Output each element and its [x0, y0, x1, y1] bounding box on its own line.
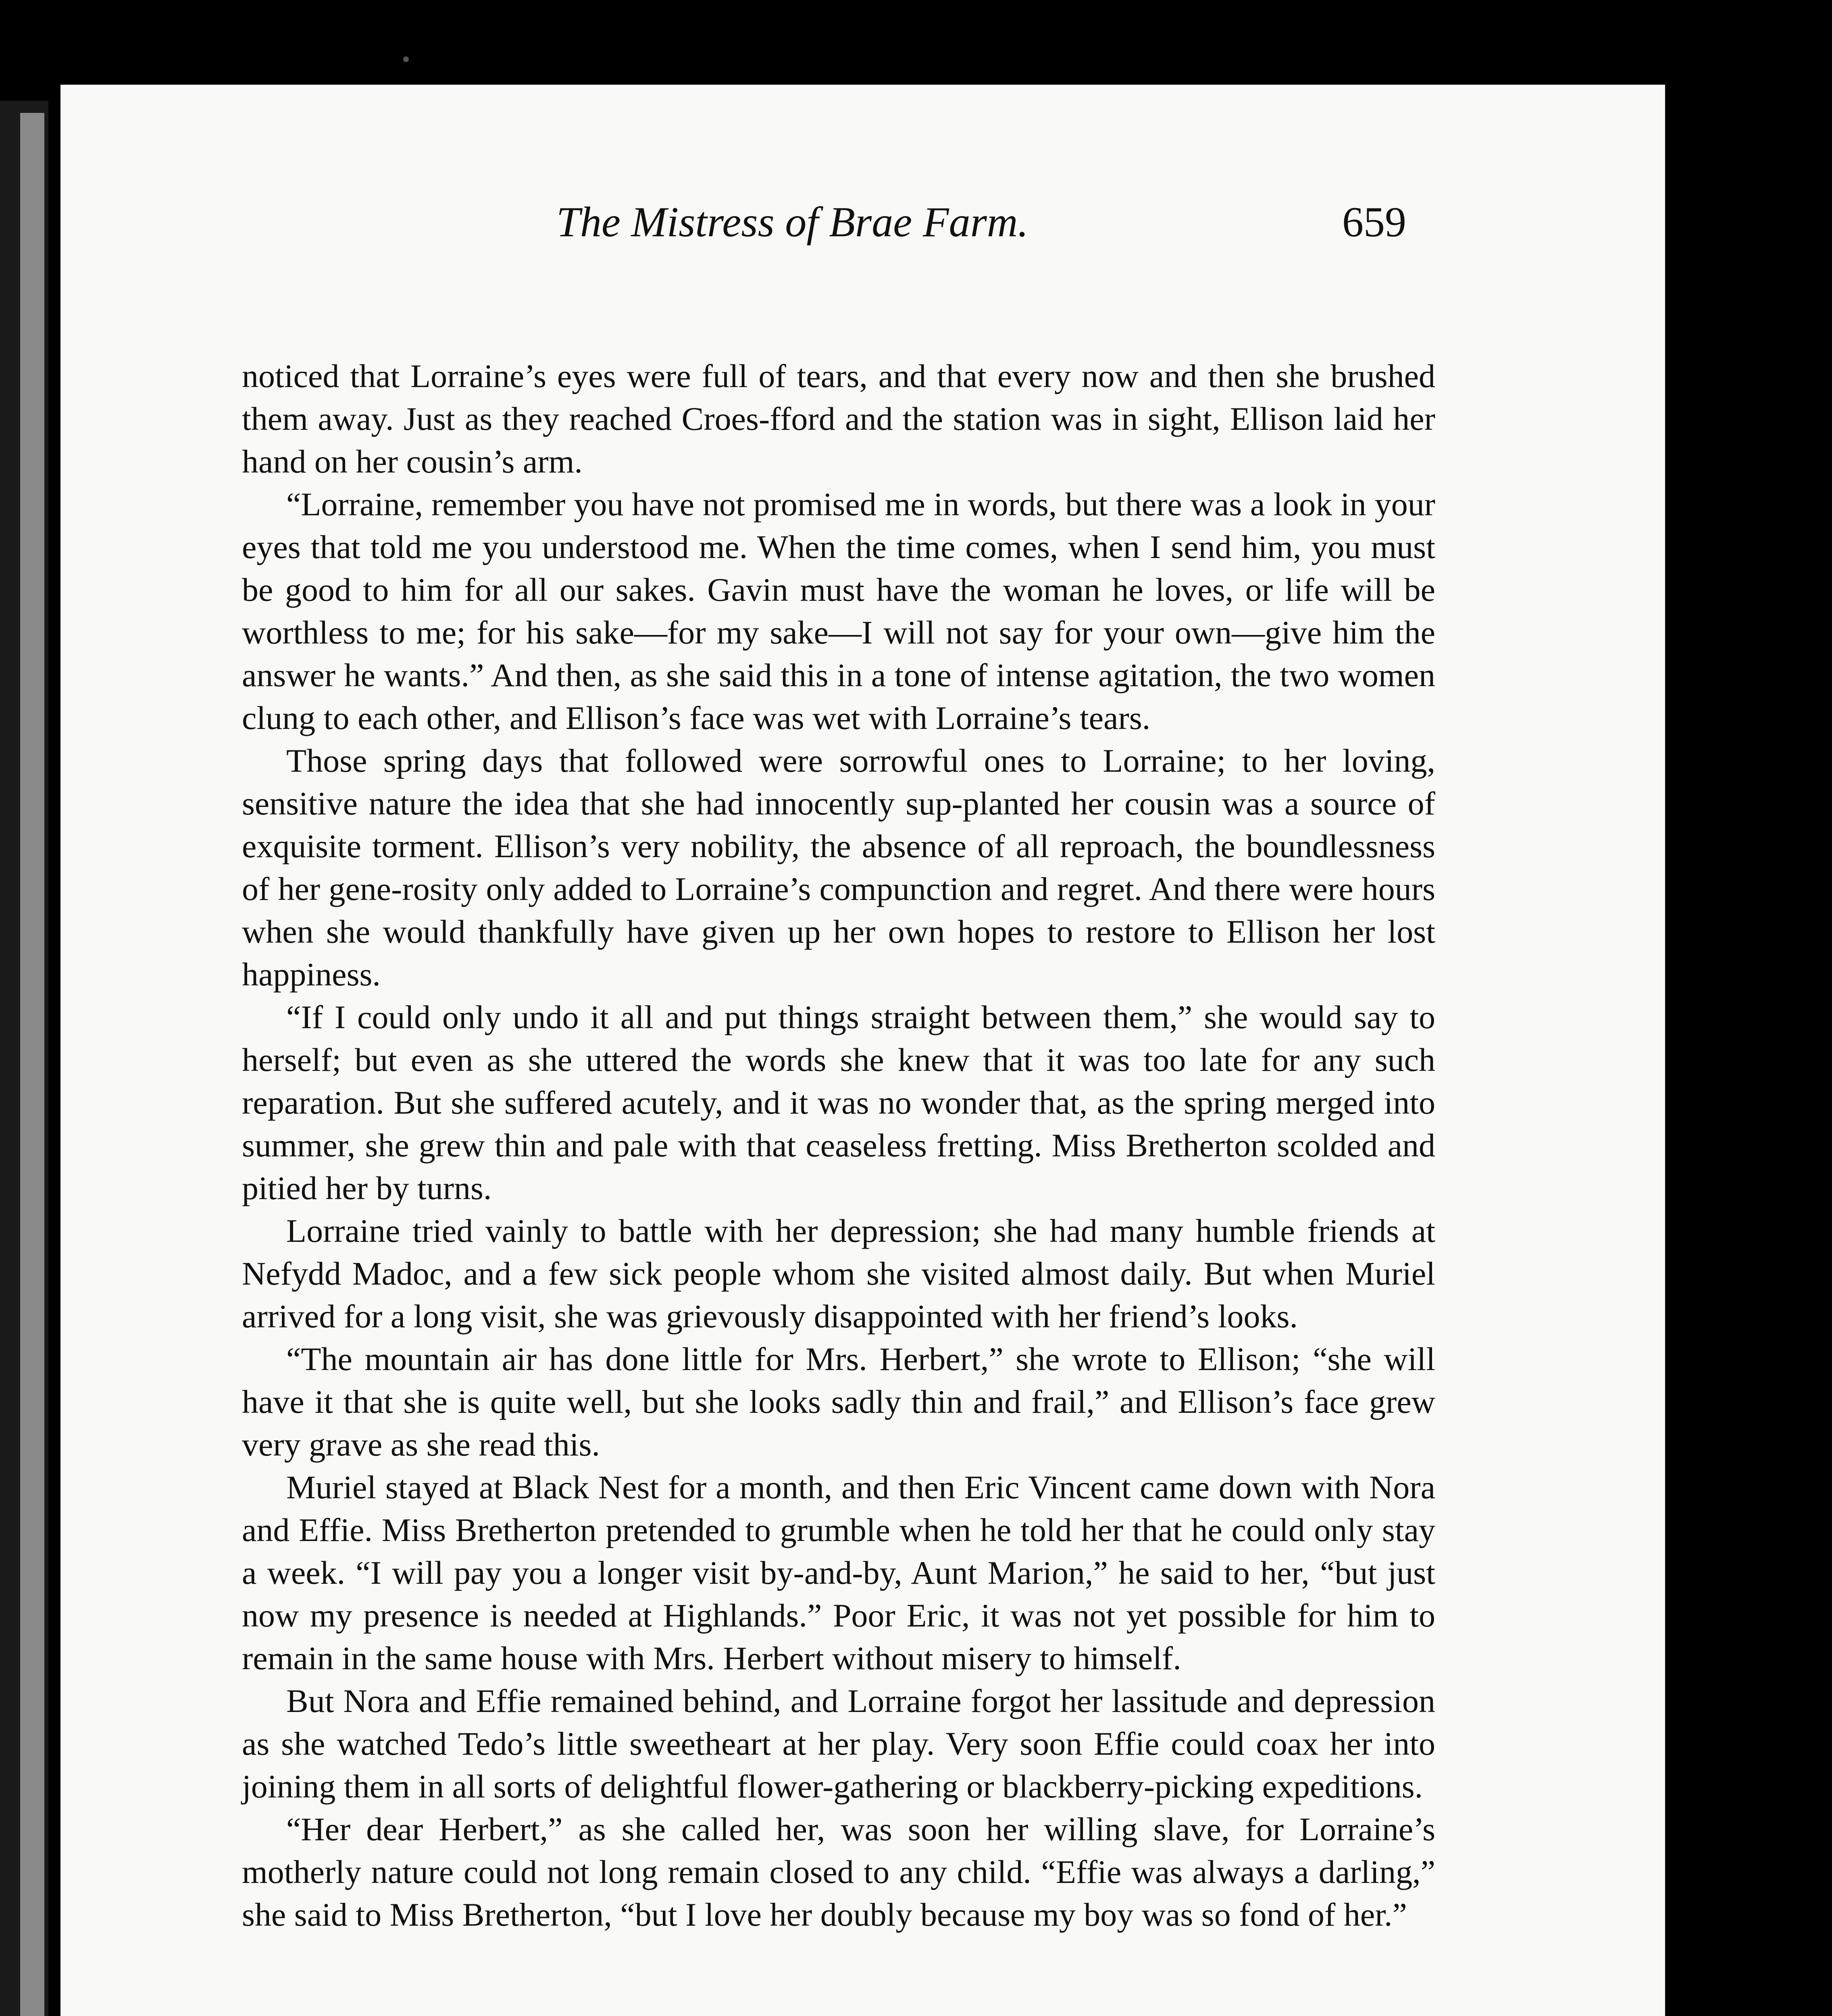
paragraph-9: “Her dear Herbert,” as she called her, was soon her willing slave, for Lorraine’s motherly nature could not long remain closed to any child. “Effie was always a darling,” she said to Miss Bretherton, “but I love her doubly because my boy was so fond of her.” [242, 1811, 1435, 1933]
page-header [194, 194, 1406, 258]
paragraph-4: “If I could only undo it all and put things straight between them,” she would say to herself; but even as she uttered the words she knew that it was too late for any such reparation. But she suffered acutely, and it was no wonder that, as the spring merged into summer, she grew thin and pale with that ceaseless fretting. Miss Bretherton scolded and pitied her by turns. [242, 999, 1435, 1206]
dust-speck [403, 56, 409, 62]
page-number: 659 [1342, 198, 1406, 246]
paragraph-2: “Lorraine, remember you have not promised me in words, but there was a look in your eyes that told me you understood me. When the time comes, when I send him, you must be good to him for all our sakes. Gavin must have the woman he loves, or life will be worthless to me; for his sake—for my sake—I will not say for your own—give him the answer he wants.” And then, as she said this in a tone of intense agitation, the two women clung to each other, and Ellison’s face was wet with Lorraine’s tears. [242, 486, 1435, 736]
paragraph-1: noticed that Lorraine’s eyes were full of tears, and that every now and then she brushed them away. Just as they reached Croes-fford and the station was in sight, Ellison laid her hand on her cousin’s arm. [242, 358, 1435, 480]
paragraph-5: Lorraine tried vainly to battle with her depression; she had many humble friends at Nefydd Madoc, and a few sick people whom she visited almost daily. But when Muriel arrived for a long visit, she was grievously disappointed with her friend’s looks. [242, 1212, 1435, 1335]
paragraph-6: “The mountain air has done little for Mrs. Herbert,” she wrote to Ellison; “she will have it that she is quite well, but she looks sadly thin and frail,” and Ellison’s face grew very grave as she read this. [242, 1341, 1435, 1463]
paragraph-7: Muriel stayed at Black Nest for a month, and then Eric Vincent came down with Nora and Effie. Miss Bretherton pretended to grumble when he told her that he could only stay a week. “I will pay you a longer visit by-and-by, Aunt Marion,” he said to her, “but just now my presence is needed at Highlands.” Poor Eric, it was not yet possible for him to remain in the same house with Mrs. Herbert without misery to himself. [242, 1469, 1435, 1677]
previous-page-edge [20, 113, 44, 2016]
running-title: The Mistress of Brae Farm. [556, 198, 1028, 246]
body-text [242, 355, 1435, 1936]
paragraph-3: Those spring days that followed were sorrowful ones to Lorraine; to her loving, sensitive nature the idea that she had innocently sup-planted her cousin was a source of exquisite torment. Ellison’s very nobility, the absence of all reproach, the boundlessness of her gene-rosity only added to Lorraine’s compunction and regret. And there were hours when she would thankfully have given up her own hopes to restore to Ellison her lost happiness. [242, 742, 1435, 993]
paragraph-8: But Nora and Effie remained behind, and Lorraine forgot her lassitude and depression as she watched Tedo’s little sweetheart at her play. Very soon Effie could coax her into joining them in all sorts of delightful flower-gathering or blackberry-picking expeditions. [242, 1683, 1435, 1805]
